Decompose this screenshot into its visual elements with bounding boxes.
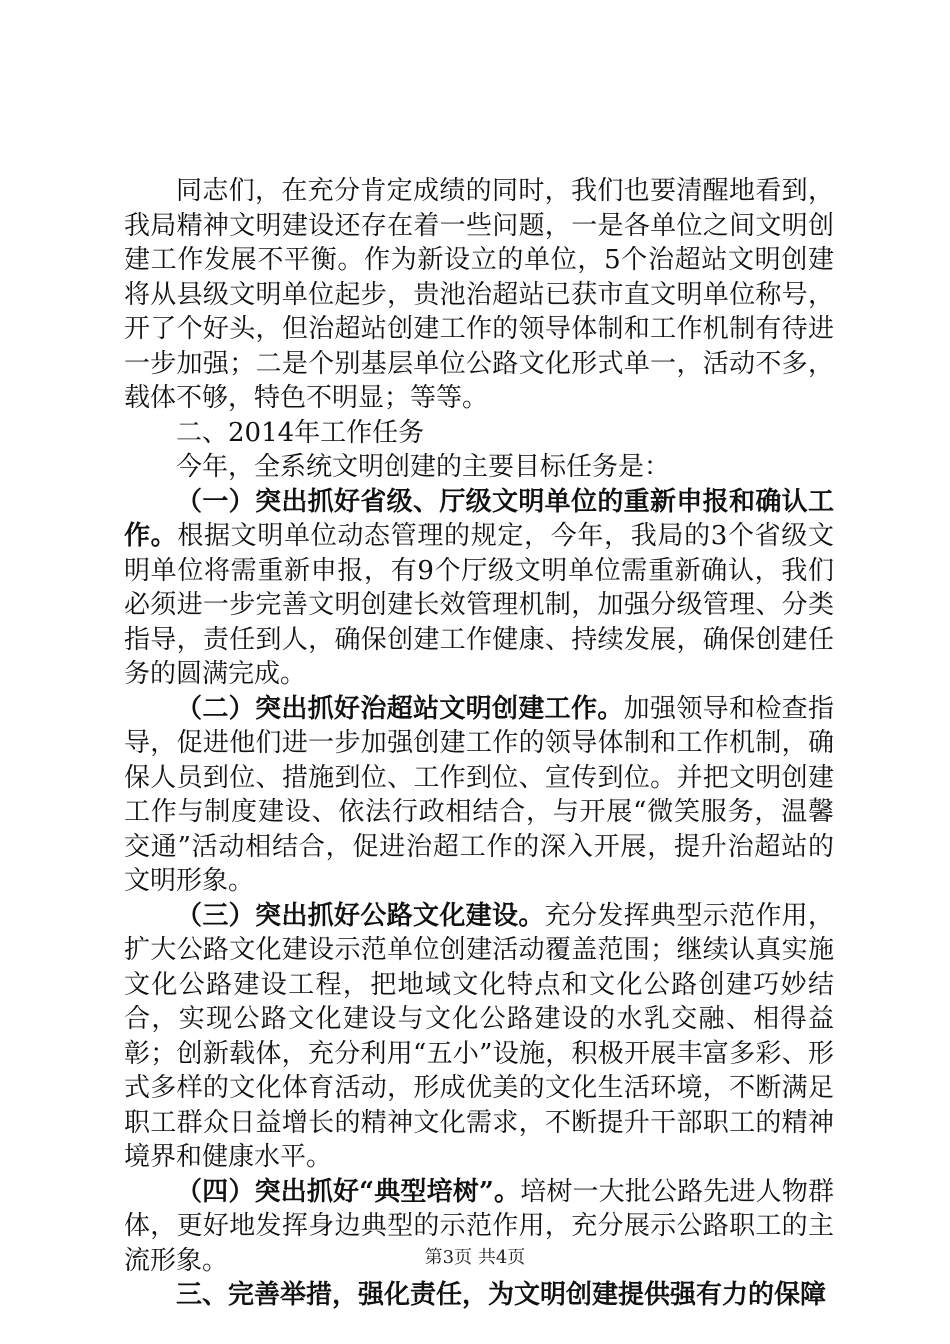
- task-heading: （一）突出抓好省级、厅级文明单位的重新申报和确认工作。: [124, 486, 834, 551]
- paragraph-task-2: [124, 692, 834, 899]
- section-heading-3: [124, 1278, 834, 1313]
- document-body: [124, 174, 834, 1313]
- section-heading-text: 二、2014年工作任务: [176, 417, 425, 448]
- section-heading-text: 三、完善举措，强化责任，为文明创建提供强有力的保障: [176, 1280, 827, 1310]
- task-heading: （二）突出抓好治超站文明创建工作。: [176, 693, 624, 724]
- task-heading: （四）突出抓好“典型培树”。: [176, 1176, 521, 1207]
- paragraph-text: 今年，全系统文明创建的主要目标任务是：: [176, 452, 671, 482]
- paragraph-task-3: [124, 899, 834, 1175]
- paragraph-problems: [124, 174, 834, 416]
- paragraph-text: 充分发挥典型示范作用，扩大公路文化建设示范单位创建活动覆盖范围；继续认真实施文化公路建设工程，把地域文化特点和文化公路创建巧妙结合，实现公路文化建设与文化公路建设的水乳交融、相得益彰；创新载体，充分利用“五小”设施，积极开展丰富多彩、形式多样的文化体育活动，形成优美的文化生活环境，不断满足职工群众日益增长的精神文化需求，不断提升干部职工的精神境界和健康水平。: [124, 900, 834, 1172]
- section-heading-2: [124, 416, 834, 451]
- paragraph-intro: [124, 450, 834, 485]
- page-footer: 第3页 共4页: [424, 1247, 526, 1268]
- paragraph-text: 培树一大批公路先进人物群体，更好地发挥身边典型的示范作用，充分展示公路职工的主流形象。: [124, 1176, 834, 1276]
- paragraph-text: 加强领导和检查指导，促进他们进一步加强创建工作的领导体制和工作机制，确保人员到位、措施到位、工作到位、宣传到位。并把文明创建工作与制度建设、依法行政相结合，与开展“微笑服务，温馨交通”活动相结合，促进治超工作的深入开展，提升治超站的文明形象。: [124, 693, 834, 896]
- paragraph-task-1: [124, 485, 834, 692]
- paragraph-text: 同志们，在充分肯定成绩的同时，我们也要清醒地看到，我局精神文明建设还存在着一些问题，一是各单位之间文明创建工作发展不平衡。作为新设立的单位，5个治超站文明创建将从县级文明单位起步，贵池治超站已获市直文明单位称号，开了个好头，但治超站创建工作的领导体制和工作机制有待进一步加强；二是个别基层单位公路文化形式单一，活动不多，载体不够，特色不明显；等等。: [124, 176, 834, 413]
- paragraph-text: 根据文明单位动态管理的规定，今年，我局的3个省级文明单位将需重新申报，有9个厅级文明单位需重新确认，我们必须进一步完善文明创建长效管理机制，加强分级管理、分类指导，责任到人，确保创建工作健康、持续发展，确保创建任务的圆满完成。: [124, 521, 834, 689]
- task-heading: （三）突出抓好公路文化建设。: [176, 900, 545, 931]
